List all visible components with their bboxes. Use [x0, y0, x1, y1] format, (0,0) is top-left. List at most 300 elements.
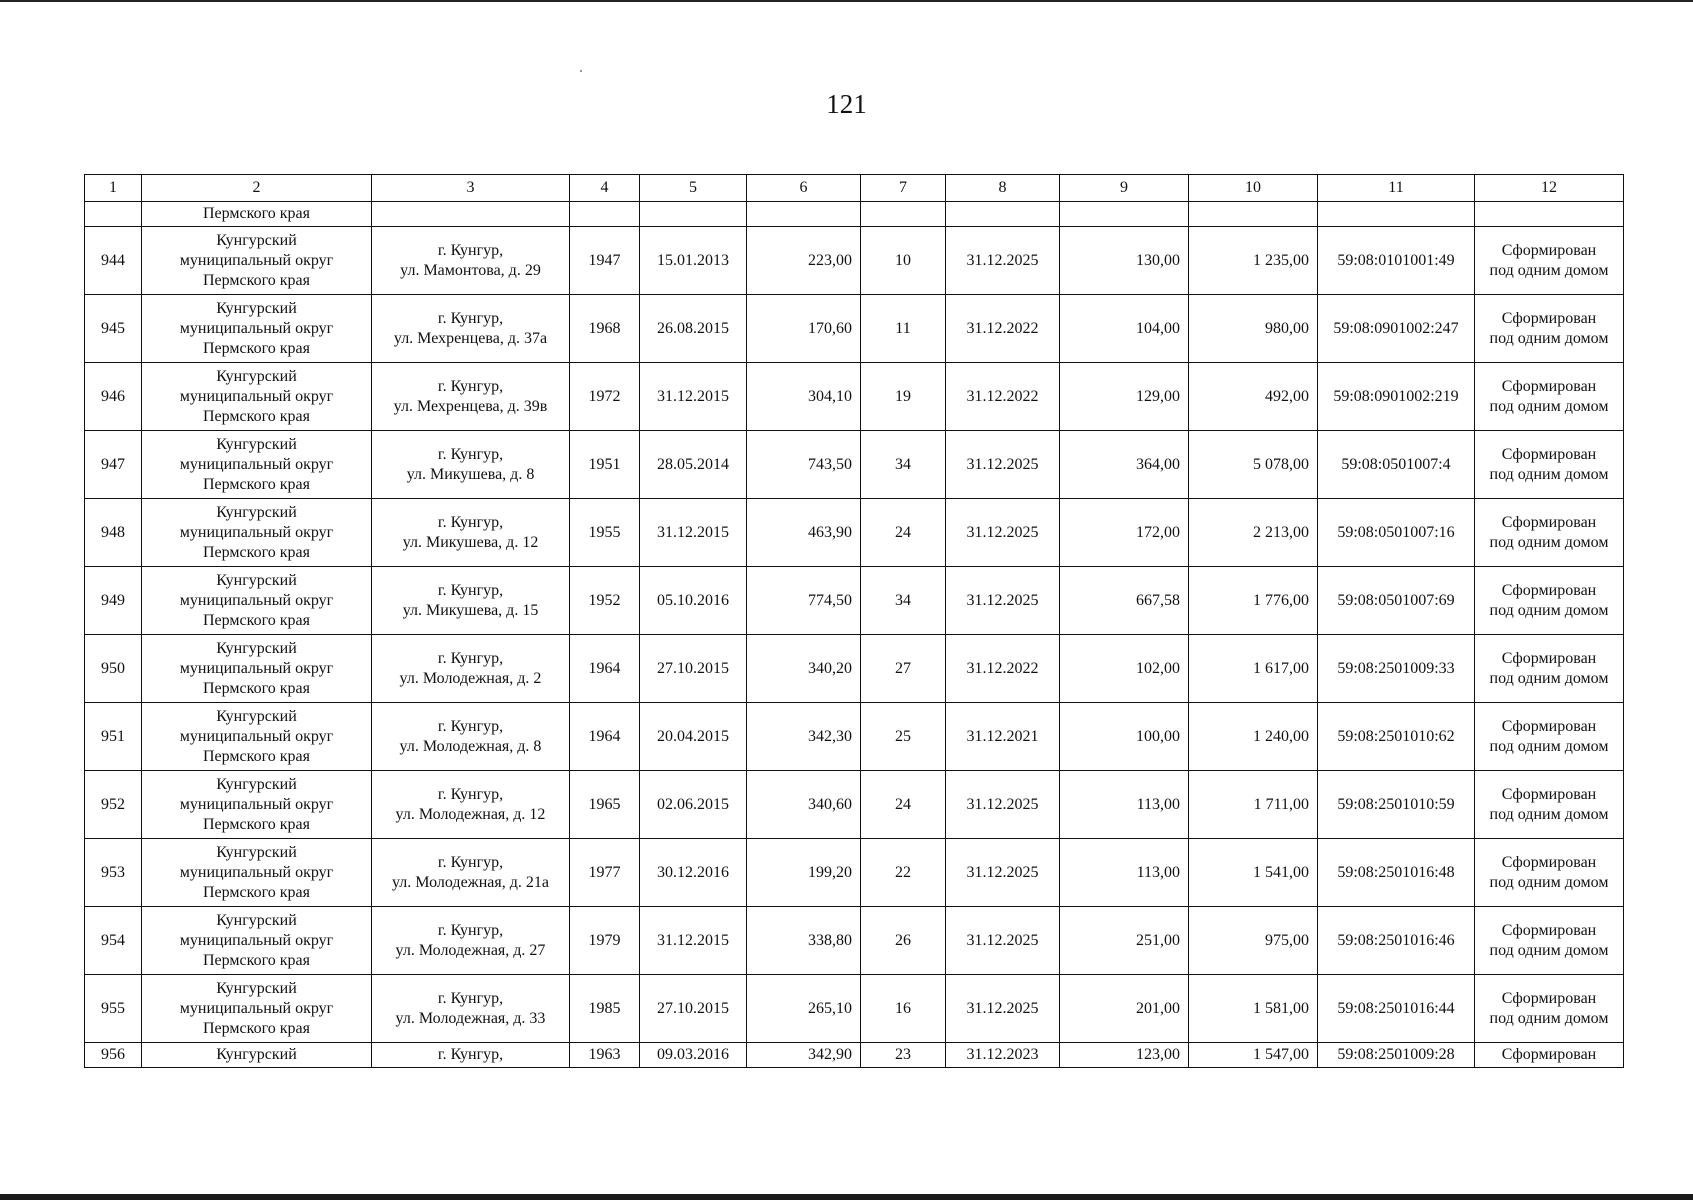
status-cell-text: под одним домом: [1489, 873, 1609, 891]
area-cell: [747, 567, 861, 635]
municipality-cell-text: Пермского края: [203, 951, 310, 969]
status-cell: [1475, 227, 1624, 295]
value-cell-text: 201,00: [1136, 999, 1180, 1017]
municipality-cell-text: муниципальный округ: [179, 863, 334, 881]
address-cell-text: ул. Молодежная, д. 33: [395, 1009, 546, 1027]
header-cell: 10: [1189, 175, 1318, 202]
status-cell-text: под одним домом: [1489, 805, 1609, 823]
year-cell: [570, 295, 640, 363]
cadastral-number-cell-text: 59:08:2501016:48: [1337, 863, 1455, 881]
cadastral-number-cell-text: 59:08:0501007:69: [1337, 591, 1455, 609]
municipality-cell-text: Пермского края: [203, 815, 310, 833]
table-cell: [570, 202, 640, 227]
municipality-cell-text: Кунгурский: [216, 435, 297, 453]
address-cell-text: ул. Микушева, д. 15: [402, 601, 539, 619]
count-cell: [861, 227, 946, 295]
count-cell: [861, 771, 946, 839]
municipality-cell-text: Пермского края: [203, 883, 310, 901]
cadastral-number-cell: [1318, 975, 1475, 1043]
row-number-cell: [85, 1043, 142, 1068]
area-cell-text: 265,10: [808, 999, 852, 1017]
value-cell: [1189, 703, 1318, 771]
municipality-cell-text: муниципальный округ: [179, 591, 334, 609]
count-cell: [861, 567, 946, 635]
address-cell: [372, 567, 570, 635]
municipality-cell-text: Пермского края: [203, 1019, 310, 1037]
value-cell: [1189, 227, 1318, 295]
municipality-cell-text: Кунгурский: [216, 231, 297, 249]
cadastral-number-cell-text: 59:08:2501016:44: [1337, 999, 1455, 1017]
municipality-cell-text: муниципальный округ: [179, 999, 334, 1017]
count-cell: [861, 431, 946, 499]
cadastral-number-cell: [1318, 499, 1475, 567]
cadastral-number-cell-text: 59:08:2501016:46: [1337, 931, 1455, 949]
status-cell-text: Сформирован: [1501, 309, 1597, 327]
area-cell: [747, 839, 861, 907]
value-cell: [1060, 839, 1189, 907]
status-cell: [1475, 907, 1624, 975]
status-cell: [1475, 635, 1624, 703]
address-cell-text: г. Кунгур,: [437, 241, 504, 259]
count-cell: [861, 907, 946, 975]
municipality-cell: [142, 363, 372, 431]
cadastral-number-cell-text: 59:08:0501007:16: [1337, 523, 1455, 541]
count-cell-text: 10: [895, 251, 911, 269]
cadastral-number-cell: [1318, 771, 1475, 839]
header-cell: 8: [946, 175, 1060, 202]
deadline-cell-text: 31.12.2022: [966, 319, 1039, 337]
table-cell: [372, 202, 570, 227]
cadastral-number-cell: [1318, 635, 1475, 703]
cadastral-number-cell: [1318, 227, 1475, 295]
municipality-cell-text: Пермского края: [203, 407, 310, 425]
value-cell: [1060, 567, 1189, 635]
date-cell-text: 27.10.2015: [657, 659, 729, 677]
address-cell-text: ул. Мамонтова, д. 29: [400, 261, 541, 279]
count-cell: [861, 839, 946, 907]
status-cell-text: Сформирован: [1501, 581, 1597, 599]
year-cell-text: 1964: [588, 727, 621, 745]
municipality-cell: [142, 499, 372, 567]
address-cell-text: г. Кунгур,: [437, 513, 504, 531]
deadline-cell-text: 31.12.2021: [966, 727, 1039, 745]
status-cell-text: Сформирован: [1501, 717, 1597, 735]
address-cell-text: г. Кунгур,: [437, 853, 504, 871]
deadline-cell: [946, 499, 1060, 567]
table-row: [85, 363, 1624, 431]
year-cell-text: 1972: [588, 387, 621, 405]
deadline-cell: [946, 839, 1060, 907]
date-cell-text: 05.10.2016: [657, 591, 729, 609]
date-cell: [640, 771, 747, 839]
status-cell-text: под одним домом: [1489, 1009, 1609, 1027]
status-cell-text: под одним домом: [1489, 601, 1609, 619]
deadline-cell-text: 31.12.2025: [966, 523, 1039, 541]
value-cell: [1189, 295, 1318, 363]
scan-top-edge: [0, 0, 1693, 2]
year-cell: [570, 635, 640, 703]
table-row: [85, 703, 1624, 771]
table-row: [85, 1043, 1624, 1068]
row-number-cell: [85, 295, 142, 363]
address-cell-text: ул. Молодежная, д. 12: [395, 805, 546, 823]
date-cell: [640, 703, 747, 771]
value-cell-text: 102,00: [1136, 659, 1180, 677]
status-cell-text: Сформирован: [1501, 989, 1597, 1007]
deadline-cell: [946, 1043, 1060, 1068]
address-cell-text: г. Кунгур,: [437, 1046, 504, 1063]
value-cell-text: 129,00: [1136, 387, 1180, 405]
count-cell-text: 27: [895, 659, 911, 677]
status-cell: [1475, 975, 1624, 1043]
address-cell-text: г. Кунгур,: [437, 309, 504, 327]
address-cell-text: ул. Мехренцева, д. 39в: [393, 397, 548, 415]
date-cell: [640, 1043, 747, 1068]
row-number-cell: [85, 703, 142, 771]
status-cell: [1475, 431, 1624, 499]
municipality-cell-text: Кунгурский: [216, 367, 297, 385]
row-number-cell-text: 956: [101, 1046, 125, 1063]
area-cell-text: 743,50: [808, 455, 852, 473]
deadline-cell-text: 31.12.2025: [966, 931, 1039, 949]
table-cell: [1060, 202, 1189, 227]
municipality-cell: [142, 839, 372, 907]
table-row: [85, 295, 1624, 363]
area-cell-text: 304,10: [808, 387, 852, 405]
year-cell: [570, 363, 640, 431]
date-cell-text: 31.12.2015: [657, 523, 729, 541]
status-cell: [1475, 1043, 1624, 1068]
date-cell-text: 02.06.2015: [657, 795, 729, 813]
municipality-cell-text: Кунгурский: [216, 979, 297, 997]
municipality-cell-text: Кунгурский: [216, 1046, 297, 1063]
area-cell: [747, 363, 861, 431]
municipality-cell-text: муниципальный округ: [179, 251, 334, 269]
municipality-cell-text: муниципальный округ: [179, 795, 334, 813]
address-cell: [372, 975, 570, 1043]
status-cell-text: под одним домом: [1489, 397, 1609, 415]
value-cell: [1060, 635, 1189, 703]
municipality-cell: [142, 635, 372, 703]
value-cell: [1189, 431, 1318, 499]
status-cell-text: Сформирован: [1501, 921, 1597, 939]
status-cell-text: под одним домом: [1489, 465, 1609, 483]
cadastral-number-cell: [1318, 703, 1475, 771]
row-number-cell-text: 949: [101, 591, 125, 609]
municipality-cell-text: Пермского края: [203, 339, 310, 357]
row-number-cell-text: 953: [101, 863, 125, 881]
value-cell-text: 980,00: [1265, 319, 1309, 337]
status-cell-text: Сформирован: [1501, 241, 1597, 259]
address-cell: [372, 363, 570, 431]
municipality-cell-text: муниципальный округ: [179, 455, 334, 473]
count-cell-text: 19: [895, 387, 911, 405]
deadline-cell: [946, 295, 1060, 363]
row-number-cell-text: 955: [101, 999, 125, 1017]
date-cell-text: 28.05.2014: [657, 455, 729, 473]
row-number-cell-text: 950: [101, 659, 125, 677]
count-cell: [861, 295, 946, 363]
table-cell: [861, 202, 946, 227]
year-cell-text: 1952: [588, 591, 621, 609]
address-cell-text: ул. Молодежная, д. 27: [395, 941, 546, 959]
status-cell: [1475, 363, 1624, 431]
value-cell-text: 130,00: [1136, 251, 1180, 269]
address-cell: [372, 839, 570, 907]
row-number-cell-text: 944: [101, 251, 125, 269]
area-cell: [747, 771, 861, 839]
area-cell: [747, 499, 861, 567]
value-cell-text: 1 547,00: [1253, 1046, 1309, 1063]
cadastral-number-cell-text: 59:08:2501010:59: [1337, 795, 1455, 813]
count-cell: [861, 1043, 946, 1068]
value-cell: [1060, 1043, 1189, 1068]
municipality-cell-text: Кунгурский: [216, 639, 297, 657]
header-cell: 6: [747, 175, 861, 202]
status-cell-text: под одним домом: [1489, 533, 1609, 551]
count-cell: [861, 499, 946, 567]
header-cell: 3: [372, 175, 570, 202]
address-cell-text: г. Кунгур,: [437, 649, 504, 667]
year-cell-text: 1955: [588, 523, 621, 541]
row-number-cell-text: 948: [101, 523, 125, 541]
value-cell-text: 2 213,00: [1253, 523, 1309, 541]
status-cell: [1475, 295, 1624, 363]
date-cell-text: 31.12.2015: [657, 387, 729, 405]
cadastral-number-cell: [1318, 295, 1475, 363]
table-cell: [85, 202, 142, 227]
area-cell-text: 340,60: [808, 795, 852, 813]
value-cell: [1060, 295, 1189, 363]
municipality-cell: Пермского края: [142, 202, 372, 227]
year-cell: [570, 975, 640, 1043]
status-cell-text: под одним домом: [1489, 261, 1609, 279]
count-cell: [861, 635, 946, 703]
date-cell: [640, 227, 747, 295]
date-cell: [640, 907, 747, 975]
status-cell: [1475, 703, 1624, 771]
date-cell-text: 09.03.2016: [657, 1046, 729, 1063]
status-cell: [1475, 771, 1624, 839]
date-cell-text: 30.12.2016: [657, 863, 729, 881]
value-cell-text: 172,00: [1136, 523, 1180, 541]
address-cell-text: г. Кунгур,: [437, 581, 504, 599]
value-cell: [1060, 771, 1189, 839]
scan-bottom-edge: [0, 1194, 1693, 1200]
deadline-cell: [946, 703, 1060, 771]
municipality-cell-text: муниципальный округ: [179, 319, 334, 337]
area-cell-text: 342,90: [808, 1046, 852, 1063]
municipality-cell-text: Пермского края: [203, 475, 310, 493]
municipality-cell: [142, 771, 372, 839]
header-cell: 12: [1475, 175, 1624, 202]
row-number-cell: [85, 771, 142, 839]
date-cell-text: 31.12.2015: [657, 931, 729, 949]
year-cell-text: 1985: [588, 999, 621, 1017]
date-cell-text: 26.08.2015: [657, 319, 729, 337]
municipality-cell-text: Пермского края: [203, 747, 310, 765]
row-number-cell: [85, 567, 142, 635]
year-cell: [570, 907, 640, 975]
address-cell: [372, 907, 570, 975]
value-cell-text: 113,00: [1136, 795, 1180, 813]
date-cell-text: 27.10.2015: [657, 999, 729, 1017]
row-number-cell: [85, 635, 142, 703]
municipality-cell-text: Кунгурский: [216, 299, 297, 317]
municipality-cell-text: муниципальный округ: [179, 387, 334, 405]
table-cell: [640, 202, 747, 227]
deadline-cell: [946, 975, 1060, 1043]
address-cell-text: ул. Молодежная, д. 21а: [392, 873, 549, 891]
date-cell: [640, 363, 747, 431]
year-cell-text: 1968: [588, 319, 621, 337]
year-cell-text: 1979: [588, 931, 621, 949]
count-cell: [861, 363, 946, 431]
area-cell-text: 340,20: [808, 659, 852, 677]
area-cell-text: 774,50: [808, 591, 852, 609]
cadastral-number-cell: [1318, 907, 1475, 975]
deadline-cell-text: 31.12.2025: [966, 455, 1039, 473]
value-cell: [1189, 635, 1318, 703]
area-cell: [747, 295, 861, 363]
value-cell-text: 100,00: [1136, 727, 1180, 745]
count-cell-text: 26: [895, 931, 911, 949]
value-cell-text: 975,00: [1265, 931, 1309, 949]
status-cell: [1475, 499, 1624, 567]
municipality-cell-text: Пермского края: [203, 679, 310, 697]
address-cell-text: г. Кунгур,: [437, 989, 504, 1007]
header-cell: 2: [142, 175, 372, 202]
area-cell-text: 170,60: [808, 319, 852, 337]
area-cell: [747, 227, 861, 295]
table-row: [85, 635, 1624, 703]
area-cell: [747, 635, 861, 703]
date-cell: [640, 975, 747, 1043]
count-cell-text: 34: [895, 591, 911, 609]
value-cell: [1189, 567, 1318, 635]
year-cell-text: 1964: [588, 659, 621, 677]
table-row: [85, 227, 1624, 295]
address-cell-text: г. Кунгур,: [437, 377, 504, 395]
value-cell-text: 1 776,00: [1253, 591, 1309, 609]
municipality-cell-text: Пермского края: [203, 611, 310, 629]
scan-speck: [580, 70, 582, 72]
area-cell: [747, 431, 861, 499]
cadastral-number-cell: [1318, 839, 1475, 907]
row-number-cell-text: 954: [101, 931, 125, 949]
table-row: [85, 431, 1624, 499]
header-cell: 9: [1060, 175, 1189, 202]
year-cell: [570, 771, 640, 839]
address-cell: [372, 635, 570, 703]
value-cell-text: 104,00: [1136, 319, 1180, 337]
table-row: [85, 771, 1624, 839]
value-cell: [1189, 839, 1318, 907]
count-cell-text: 34: [895, 455, 911, 473]
deadline-cell: [946, 907, 1060, 975]
value-cell-text: 1 617,00: [1253, 659, 1309, 677]
value-cell-text: 1 711,00: [1253, 795, 1309, 813]
address-cell: [372, 771, 570, 839]
header-cell: 5: [640, 175, 747, 202]
address-cell-text: г. Кунгур,: [437, 785, 504, 803]
table-row: [85, 907, 1624, 975]
address-cell-text: г. Кунгур,: [437, 921, 504, 939]
date-cell-text: 20.04.2015: [657, 727, 729, 745]
year-cell-text: 1965: [588, 795, 621, 813]
value-cell: [1060, 499, 1189, 567]
deadline-cell: [946, 567, 1060, 635]
year-cell-text: 1947: [588, 251, 621, 269]
address-cell: [372, 227, 570, 295]
date-cell: [640, 567, 747, 635]
value-cell-text: 1 581,00: [1253, 999, 1309, 1017]
table-cell: [1189, 202, 1318, 227]
register-table-body: [85, 175, 1624, 1068]
value-cell: [1189, 771, 1318, 839]
value-cell: [1189, 907, 1318, 975]
address-cell-text: ул. Молодежная, д. 8: [399, 737, 542, 755]
count-cell-text: 24: [895, 795, 911, 813]
value-cell-text: 1 240,00: [1253, 727, 1309, 745]
register-table: [84, 174, 1624, 1068]
value-cell-text: 1 235,00: [1253, 251, 1309, 269]
row-number-cell: [85, 363, 142, 431]
cadastral-number-cell-text: 59:08:2501009:33: [1337, 659, 1455, 677]
count-cell-text: 22: [895, 863, 911, 881]
value-cell-text: 123,00: [1136, 1046, 1180, 1063]
municipality-cell-text: Кунгурский: [216, 571, 297, 589]
value-cell-text: 251,00: [1136, 931, 1180, 949]
area-cell-text: 342,30: [808, 727, 852, 745]
status-cell-text: Сформирован: [1501, 513, 1597, 531]
table-cell: [747, 202, 861, 227]
value-cell-text: 667,58: [1136, 591, 1180, 609]
deadline-cell-text: 31.12.2025: [966, 999, 1039, 1017]
year-cell: [570, 227, 640, 295]
area-cell-text: 463,90: [808, 523, 852, 541]
row-number-cell-text: 945: [101, 319, 125, 337]
municipality-cell-text: Пермского края: [203, 543, 310, 561]
deadline-cell-text: 31.12.2022: [966, 387, 1039, 405]
value-cell-text: 492,00: [1265, 387, 1309, 405]
value-cell: [1060, 363, 1189, 431]
deadline-cell: [946, 227, 1060, 295]
table-row: [85, 975, 1624, 1043]
cadastral-number-cell: [1318, 363, 1475, 431]
deadline-cell-text: 31.12.2025: [966, 795, 1039, 813]
value-cell-text: 364,00: [1136, 455, 1180, 473]
row-number-cell-text: 946: [101, 387, 125, 405]
municipality-cell: [142, 703, 372, 771]
year-cell: [570, 1043, 640, 1068]
status-cell-text: Сформирован: [1501, 1046, 1597, 1063]
date-cell: [640, 839, 747, 907]
municipality-cell-text: Пермского края: [203, 271, 310, 289]
table-row: [85, 839, 1624, 907]
cadastral-number-cell-text: 59:08:0101001:49: [1337, 251, 1455, 269]
municipality-cell-text: Кунгурский: [216, 775, 297, 793]
address-cell-text: г. Кунгур,: [437, 445, 504, 463]
value-cell: [1060, 227, 1189, 295]
table-cell: [1318, 202, 1475, 227]
status-cell-text: Сформирован: [1501, 785, 1597, 803]
status-cell-text: под одним домом: [1489, 669, 1609, 687]
year-cell: [570, 839, 640, 907]
count-cell: [861, 975, 946, 1043]
deadline-cell: [946, 771, 1060, 839]
row-number-cell-text: 947: [101, 455, 125, 473]
